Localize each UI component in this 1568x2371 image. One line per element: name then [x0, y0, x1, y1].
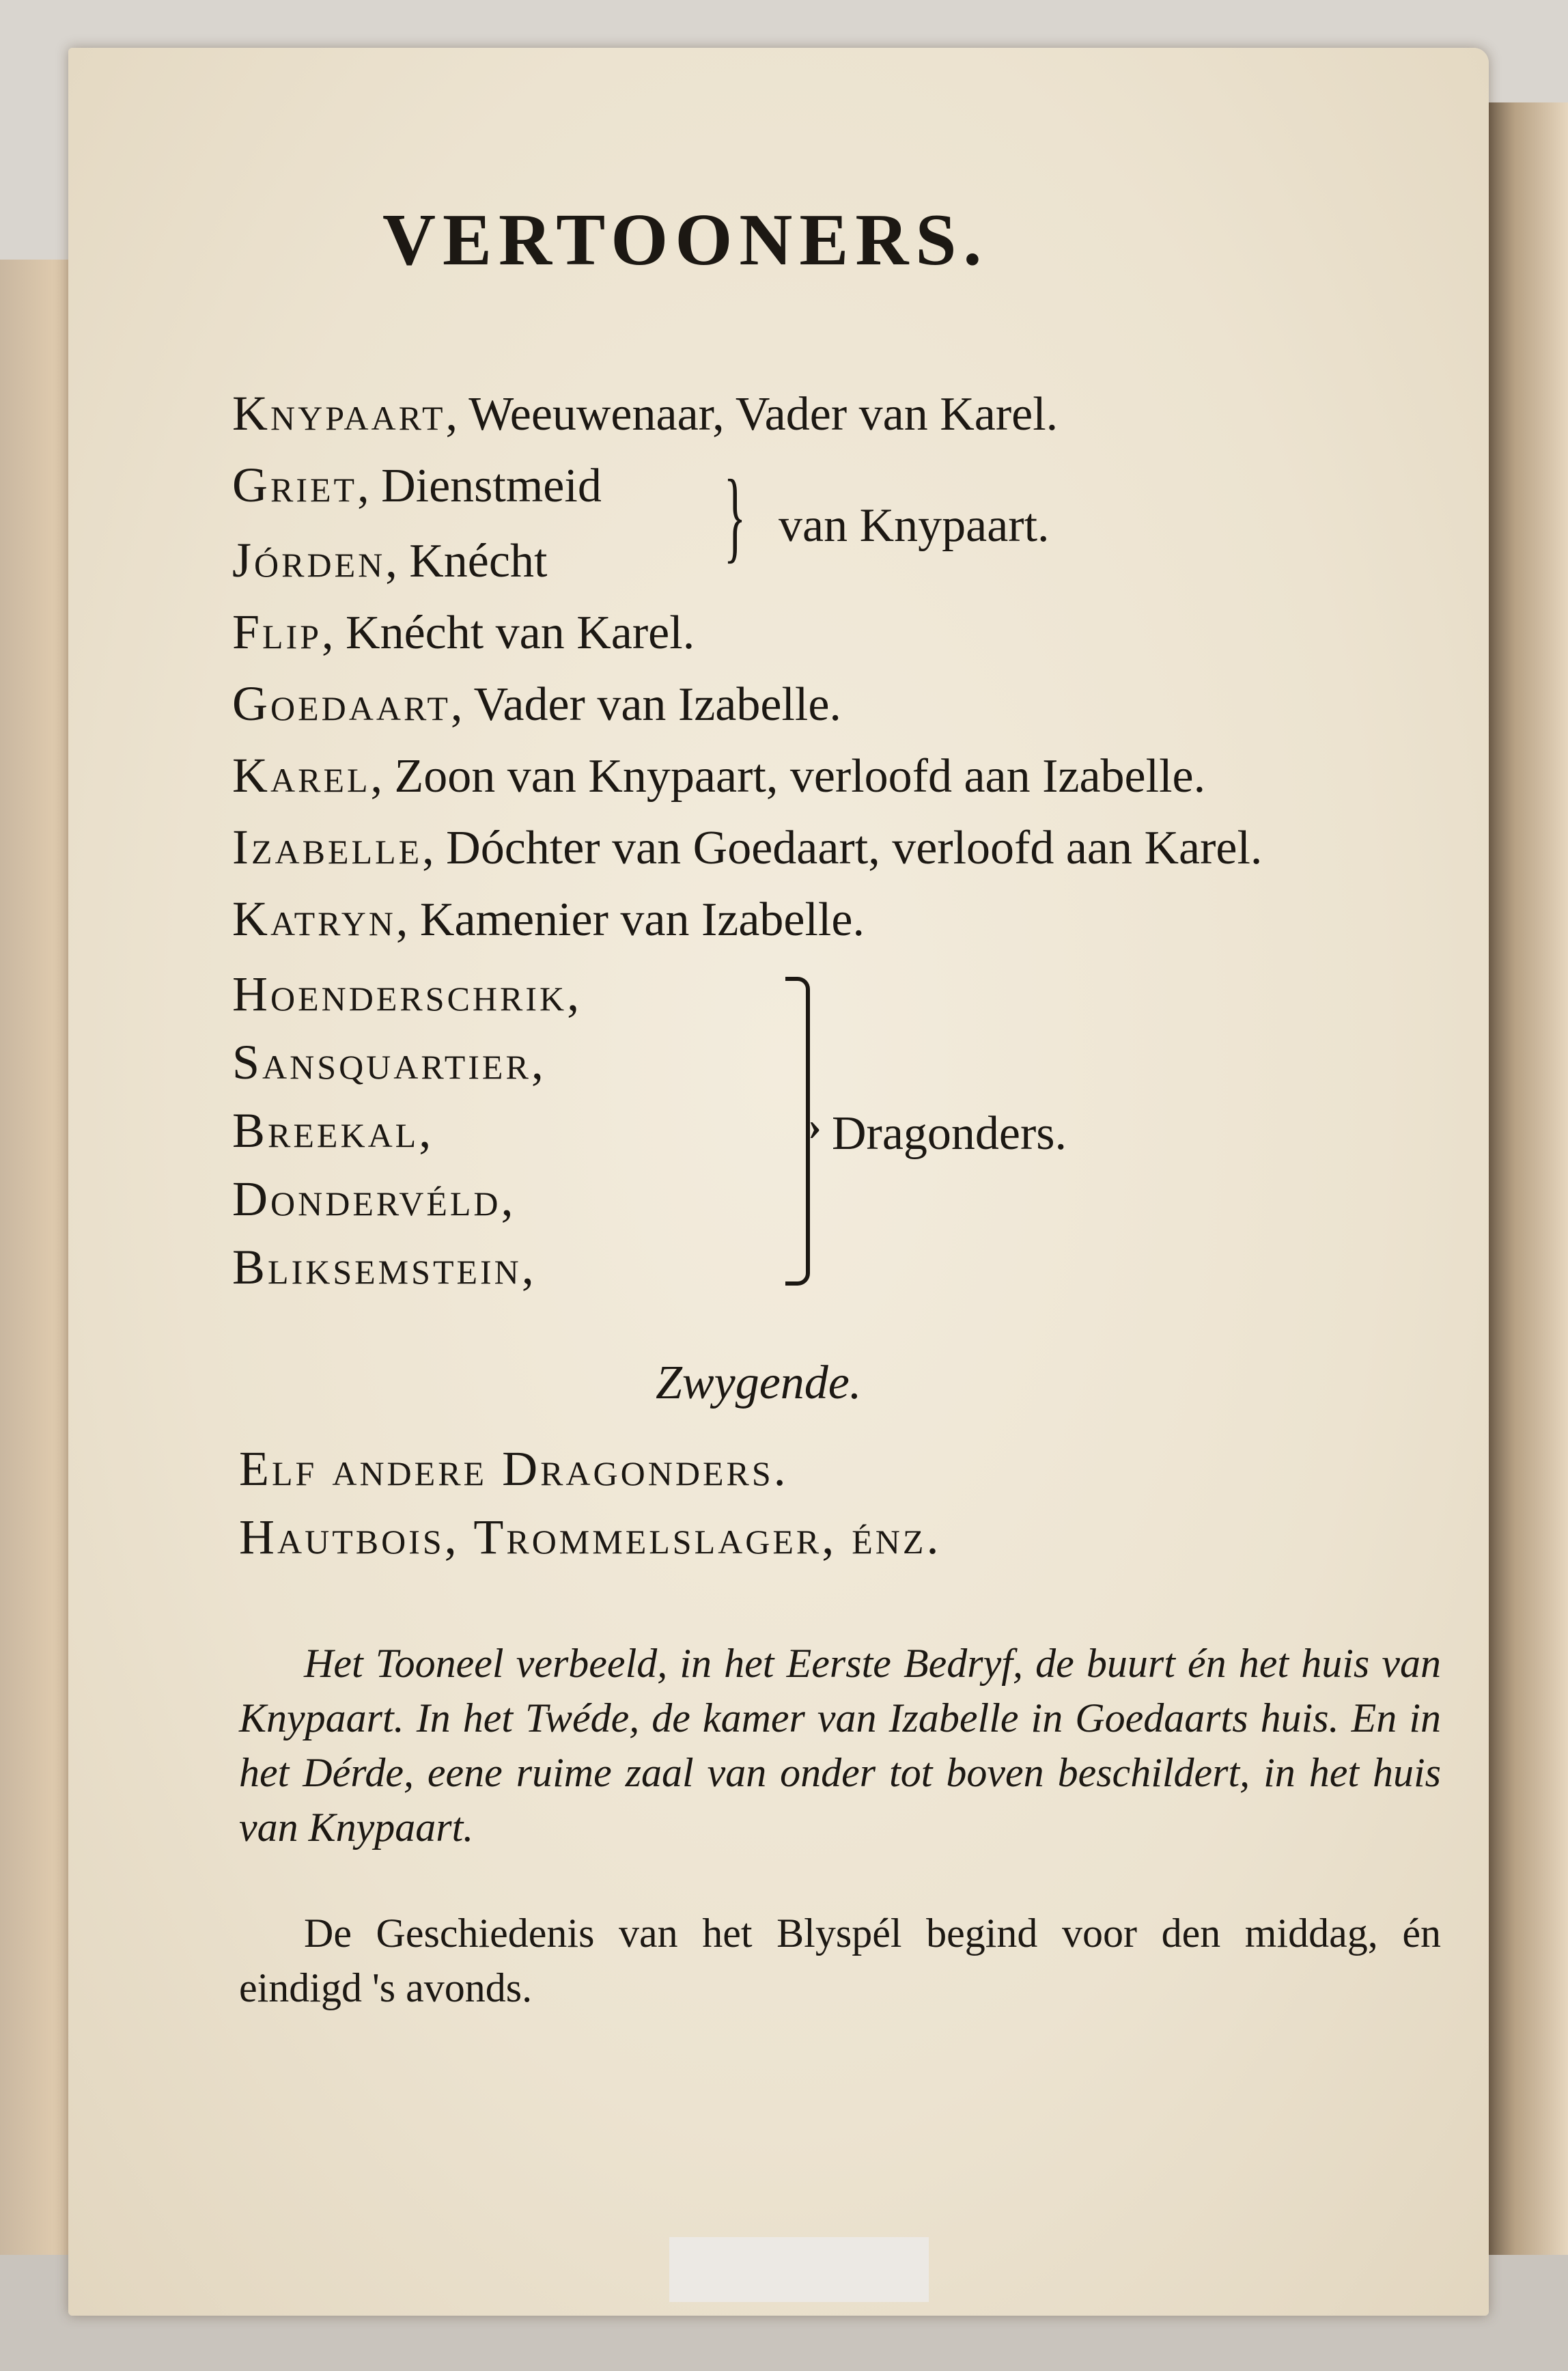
character-role: , Weeuwenaar, Vader van Karel. — [445, 388, 1059, 441]
adjacent-page-right — [1486, 102, 1568, 2371]
bracket-icon — [785, 977, 810, 1286]
cast-group-role: van Knypaart. — [779, 499, 1050, 552]
character-name: Knypaart — [232, 386, 446, 441]
dragoon-name: Breekal, — [232, 1103, 434, 1158]
character-name: Flip — [232, 605, 322, 659]
character-role: , Knécht van Karel. — [322, 607, 695, 659]
character-role: , Knécht — [385, 535, 548, 587]
page-title: VERTOONERS. — [382, 199, 989, 281]
curly-brace-icon: } — [723, 459, 746, 572]
character-name: Griet — [232, 458, 358, 512]
silent-heading: Zwygende. — [656, 1357, 862, 1409]
character-name: Jórden — [232, 533, 386, 587]
character-name: Katryn — [232, 891, 396, 946]
character-role: , Dóchter van Goedaart, verloofd aan Karel. — [422, 822, 1263, 874]
character-role: , Kamenier van Izabelle. — [395, 893, 865, 946]
character-role: , Dienstmeid — [357, 460, 602, 512]
dragoon-name: Dondervéld, — [232, 1171, 516, 1226]
cast-line-katryn — [232, 891, 865, 947]
character-role: , Vader van Izabelle. — [450, 678, 841, 731]
cast-line-flip — [232, 605, 695, 661]
cast-line-knypaart — [232, 386, 1058, 442]
time-note-paragraph: De Geschiedenis van het Blyspél begind voor den middag, én eindigd 's avonds. — [239, 1911, 1441, 2010]
cast-line-griet — [232, 458, 602, 514]
character-name: Karel — [232, 748, 371, 803]
dragoons-group-role: Dragonders. — [832, 1107, 1067, 1160]
dragoon-name: Bliksemstein, — [232, 1240, 537, 1294]
cast-line-karel — [232, 748, 1205, 804]
bracket-point-icon: › — [808, 1103, 822, 1148]
dragoon-name: Sansquartier, — [232, 1035, 546, 1090]
label-strip — [669, 2237, 929, 2302]
character-name: Goedaart — [232, 676, 451, 731]
scene-note-paragraph: Het Tooneel verbeeld, in het Eerste Bedryf, de buurt én het huis van Knypaart. In het Twéde, de kamer van Izabelle in Goedaarts huis. En in het Dérde, eene ruime zaal van onder tot boven beschildert, in het huis van Knypaart. — [239, 1641, 1441, 1850]
silent-line: Hautbois, Trommelslager, énz. — [239, 1510, 942, 1564]
cast-line-jorden — [232, 533, 547, 589]
cast-line-goedaart — [232, 676, 841, 732]
cast-line-izabelle — [232, 820, 1262, 876]
character-name: Izabelle — [232, 820, 423, 874]
silent-line: Elf andere Dragonders. — [239, 1441, 789, 1496]
character-role: , Zoon van Knypaart, verloofd aan Izabelle. — [370, 750, 1206, 803]
dragoon-name: Hoenderschrik, — [232, 967, 583, 1021]
